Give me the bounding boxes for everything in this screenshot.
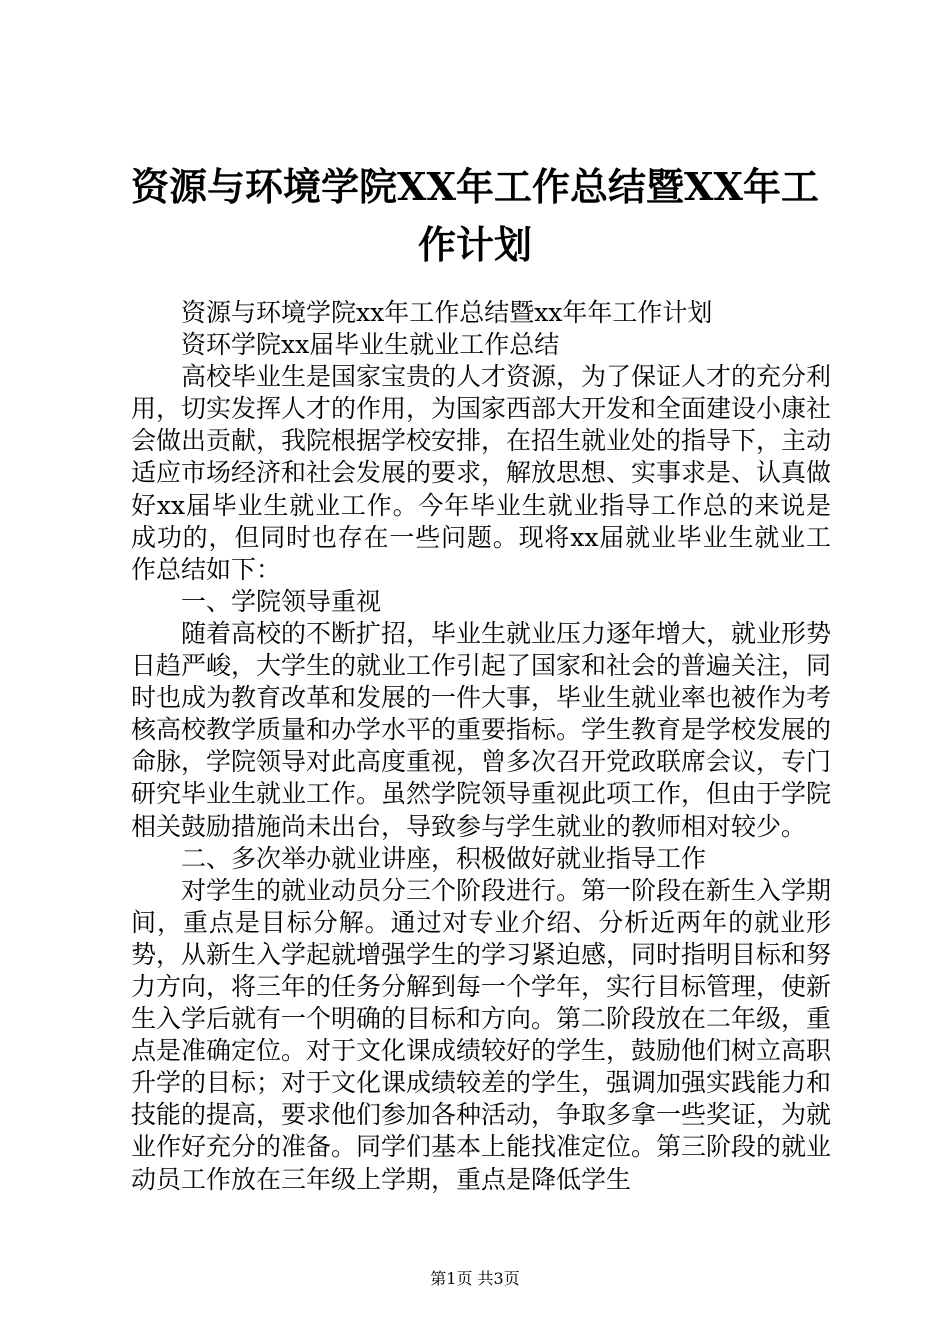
- page-number-footer: 第1页 共3页: [430, 1269, 520, 1288]
- body-paragraph: 随着高校的不断扩招，毕业生就业压力逐年增大，就业形势日趋严峻，大学生的就业工作引起了国家和社会的普遍关注，同时也成为教育改革和发展的一件大事，毕业生就业率也被作为考核高校教学质量和办学水平的重要指标。学生教育是学校发展的命脉，学院领导对此高度重视，曾多次召开党政联席会议，专门研究毕业生就业工作。虽然学院领导重视此项工作，但由于学院相关鼓励措施尚未出台，导致参与学生就业的教师相对较少。: [131, 618, 832, 841]
- document-body: [131, 297, 831, 1196]
- section-heading: 二、多次举办就业讲座，积极做好就业指导工作: [181, 843, 707, 873]
- section-heading-summary: 资环学院xx届毕业生就业工作总结: [181, 330, 560, 360]
- section-heading: 一、学院领导重视: [181, 586, 382, 616]
- body-paragraph: 高校毕业生是国家宝贵的人才资源，为了保证人才的充分利用，切实发挥人才的作用，为国家西部大开发和全面建设小康社会做出贡献，我院根据学校安排，在招生就业处的指导下，主动适应市场经济和社会发展的要求，解放思想、实事求是、认真做好xx届毕业生就业工作。今年毕业生就业指导工作总的来说是成功的，但同时也存在一些问题。现将xx届就业毕业生就业工作总结如下：: [131, 362, 832, 584]
- document-title: 资源与环境学院XX年工作总结暨XX年工作计划: [131, 164, 819, 267]
- body-paragraph: 对学生的就业动员分三个阶段进行。第一阶段在新生入学期间，重点是目标分解。通过对专业介绍、分析近两年的就业形势，从新生入学起就增强学生的学习紧迫感，同时指明目标和努力方向，将三年的任务分解到每一个学年，实行目标管理，使新生入学后就有一个明确的目标和方向。第二阶段放在二年级，重点是准确定位。对于文化课成绩较好的学生，鼓励他们树立高职升学的目标；对于文化课成绩较差的学生，强调加强实践能力和技能的提高，要求他们参加各种活动，争取多拿一些奖证，为就业作好充分的准备。同学们基本上能找准定位。第三阶段的就业动员工作放在三年级上学期，重点是降低学生: [131, 875, 832, 1194]
- subtitle-line: 资源与环境学院xx年工作总结暨xx年年工作计划: [181, 298, 713, 327]
